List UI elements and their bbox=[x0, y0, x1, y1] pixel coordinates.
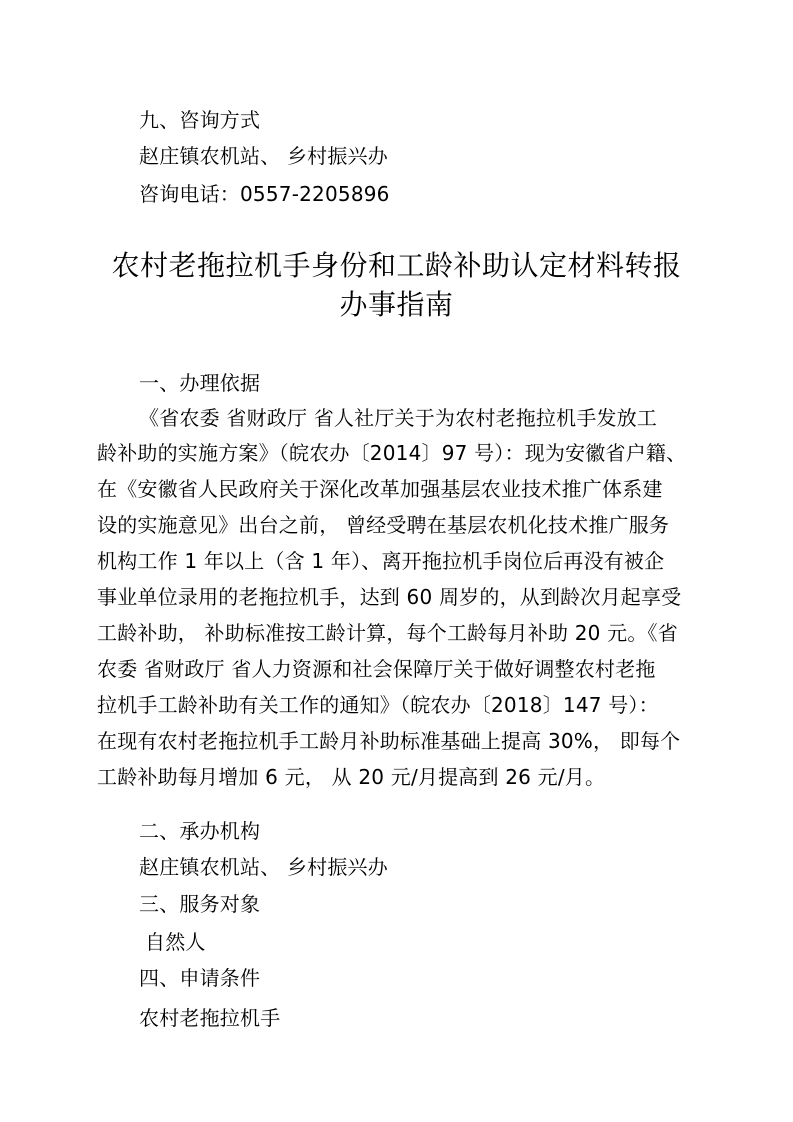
paragraph-line: 工龄补助每月增加 6 元， 从 20 元/月提高到 26 元/月。 bbox=[97, 765, 606, 789]
consult-office: 赵庄镇农机站、 乡村振兴办 bbox=[139, 144, 388, 168]
paragraph-line: 在现有农村老拖拉机手工龄月补助标准基础上提高 30%， 即每个 bbox=[97, 729, 681, 753]
section4-heading: 四、申请条件 bbox=[139, 966, 261, 990]
section2-heading: 二、承办机构 bbox=[139, 819, 261, 843]
guide-title-line1: 农村老拖拉机手身份和工龄补助认定材料转报 bbox=[111, 249, 682, 282]
paragraph-line: 机构工作 1 年以上（含 1 年）、离开拖拉机手岗位后再没有被企 bbox=[97, 549, 665, 573]
section3-body: 自然人 bbox=[145, 930, 206, 954]
paragraph-line: 在《安徽省人民政府关于深化改革加强基层农业技术推广体系建 bbox=[97, 477, 663, 501]
section4-body: 农村老拖拉机手 bbox=[139, 1006, 281, 1030]
section3-heading: 三、服务对象 bbox=[139, 892, 261, 916]
paragraph-line: 《省农委 省财政厅 省人社厅关于为农村老拖拉机手发放工 bbox=[139, 406, 658, 430]
paragraph-line: 事业单位录用的老拖拉机手，达到 60 周岁的，从到龄次月起享受 bbox=[97, 585, 682, 609]
paragraph-line: 设的实施意见》出台之前， 曾经受聘在基层农机化技术推广服务 bbox=[97, 513, 670, 537]
consult-phone: 咨询电话：0557-2205896 bbox=[139, 182, 390, 206]
paragraph-line: 拉机手工龄补助有关工作的通知》（皖农办〔2018〕147 号）： bbox=[97, 693, 659, 717]
paragraph-line: 农委 省财政厅 省人力资源和社会保障厅关于做好调整农村老拖 bbox=[97, 657, 656, 681]
consult-heading: 九、咨询方式 bbox=[139, 108, 261, 132]
paragraph-line: 工龄补助， 补助标准按工龄计算，每个工龄每月补助 20 元。《省 bbox=[97, 621, 678, 645]
guide-title-line2: 办事指南 bbox=[339, 288, 454, 321]
paragraph-line: 龄补助的实施方案》（皖农办〔2014〕97 号）：现为安徽省户籍、 bbox=[97, 441, 687, 465]
section2-body: 赵庄镇农机站、 乡村振兴办 bbox=[139, 855, 388, 879]
section1-heading: 一、办理依据 bbox=[139, 371, 261, 395]
